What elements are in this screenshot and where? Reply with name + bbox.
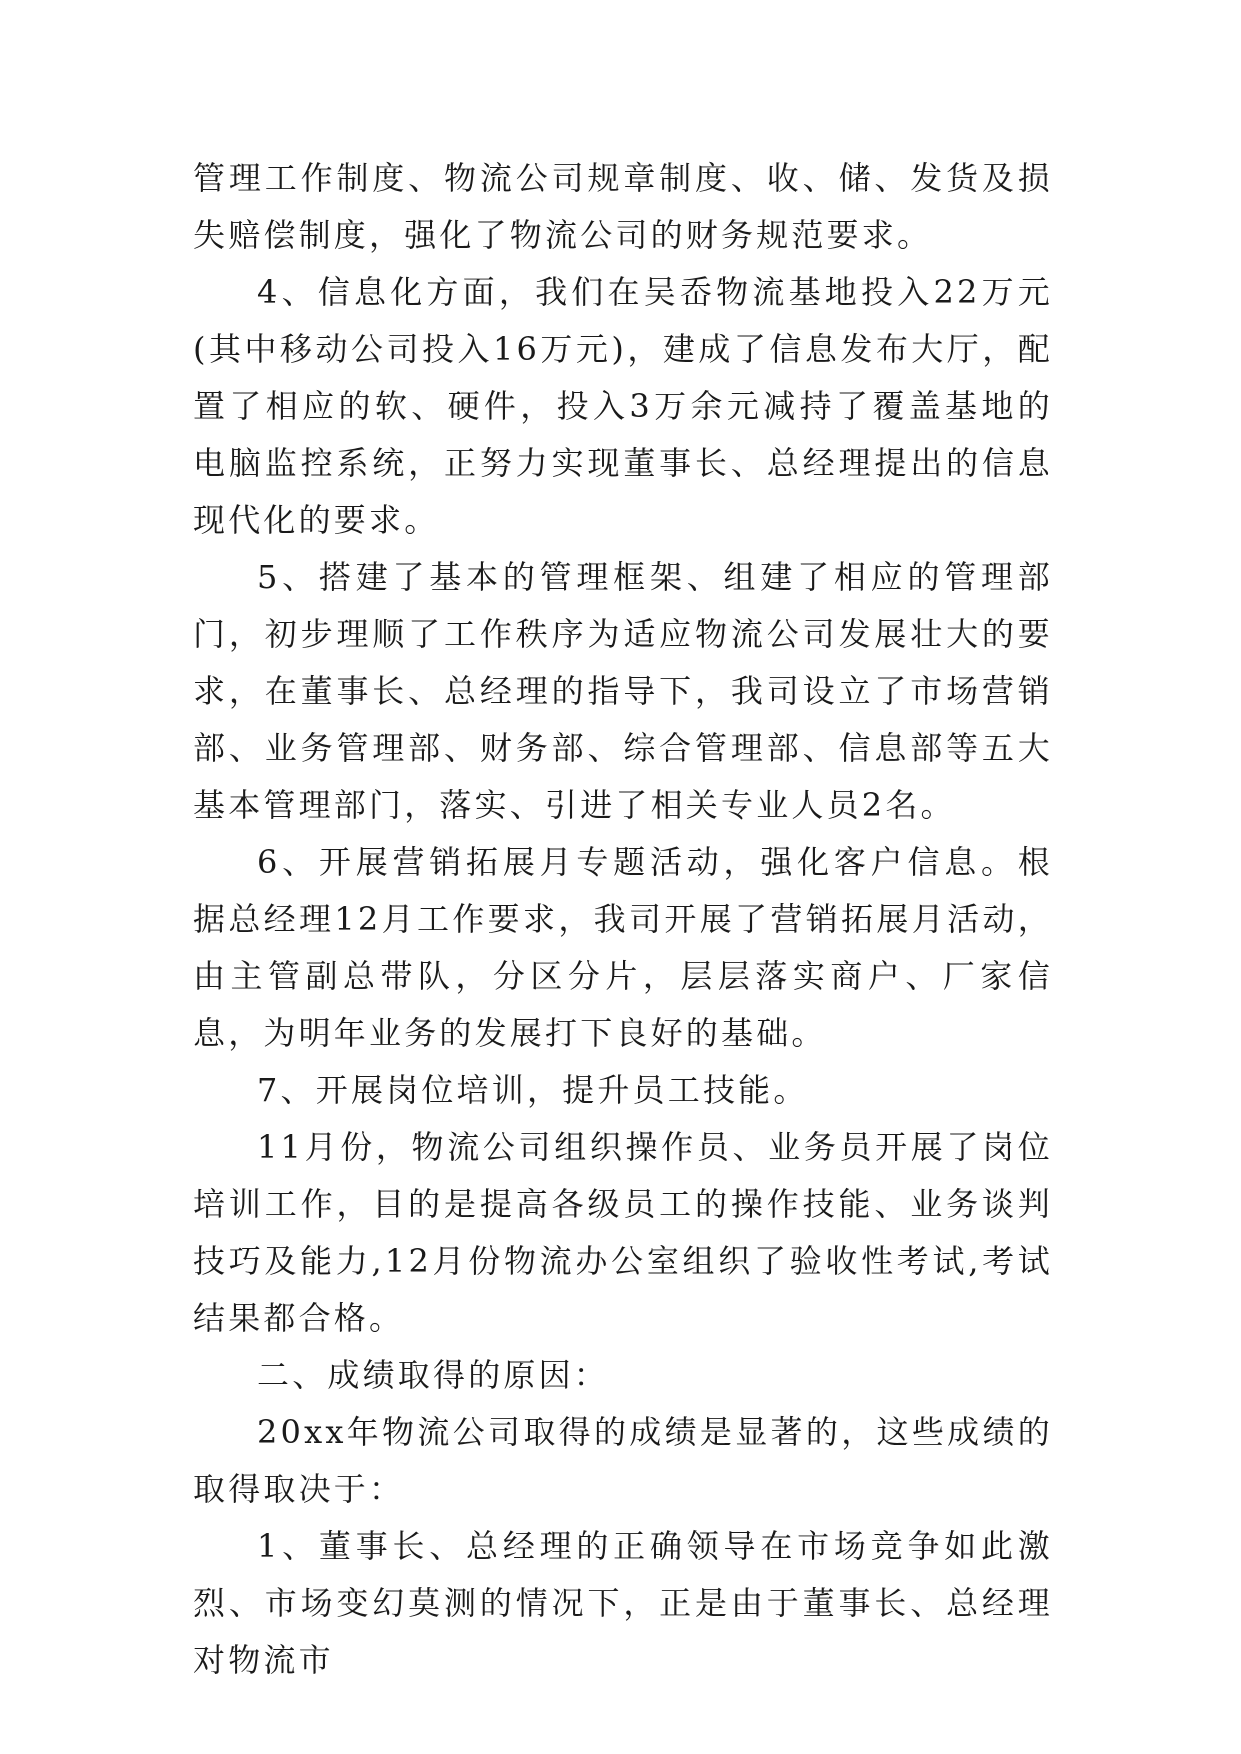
document-page — [193, 150, 1053, 1689]
paragraph-training-details: 11月份，物流公司组织操作员、业务员开展了岗位培训工作，目的是提高各级员工的操作技能、业务谈判技巧及能力,12月份物流办公室组织了验收性考试,考试结果都合格。 — [193, 1128, 1053, 1337]
paragraph-reasons-intro: 20xx年物流公司取得的成绩是显著的，这些成绩的取得取决于： — [193, 1413, 1053, 1508]
section-heading-reasons: 二、成绩取得的原因： — [257, 1356, 610, 1394]
paragraph-rules-continuation: 管理工作制度、物流公司规章制度、收、储、发货及损失赔偿制度，强化了物流公司的财务规范要求。 — [193, 159, 1053, 254]
paragraph-management-framework: 5、搭建了基本的管理框架、组建了相应的管理部门，初步理顺了工作秩序为适应物流公司发展壮大的要求，在董事长、总经理的指导下，我司设立了市场营销部、业务管理部、财务部、综合管理部、信息部等五大基本管理部门，落实、引进了相关专业人员2名。 — [193, 558, 1053, 824]
paragraph-marketing-month: 6、开展营销拓展月专题活动，强化客户信息。根据总经理12月工作要求，我司开展了营销拓展月活动，由主管副总带队，分区分片，层层落实商户、厂家信息，为明年业务的发展打下良好的基础。 — [193, 843, 1053, 1052]
paragraph-informatization: 4、信息化方面，我们在吴岙物流基地投入22万元(其中移动公司投入16万元)，建成了信息发布大厅，配置了相应的软、硬件，投入3万余元减持了覆盖基地的电脑监控系统，正努力实现董事长、总经理提出的信息现代化的要求。 — [193, 273, 1053, 539]
paragraph-training-heading: 7、开展岗位培训，提升员工技能。 — [257, 1071, 809, 1109]
paragraph-leadership: 1、董事长、总经理的正确领导在市场竞争如此激烈、市场变幻莫测的情况下，正是由于董事长、总经理对物流市 — [193, 1527, 1053, 1679]
